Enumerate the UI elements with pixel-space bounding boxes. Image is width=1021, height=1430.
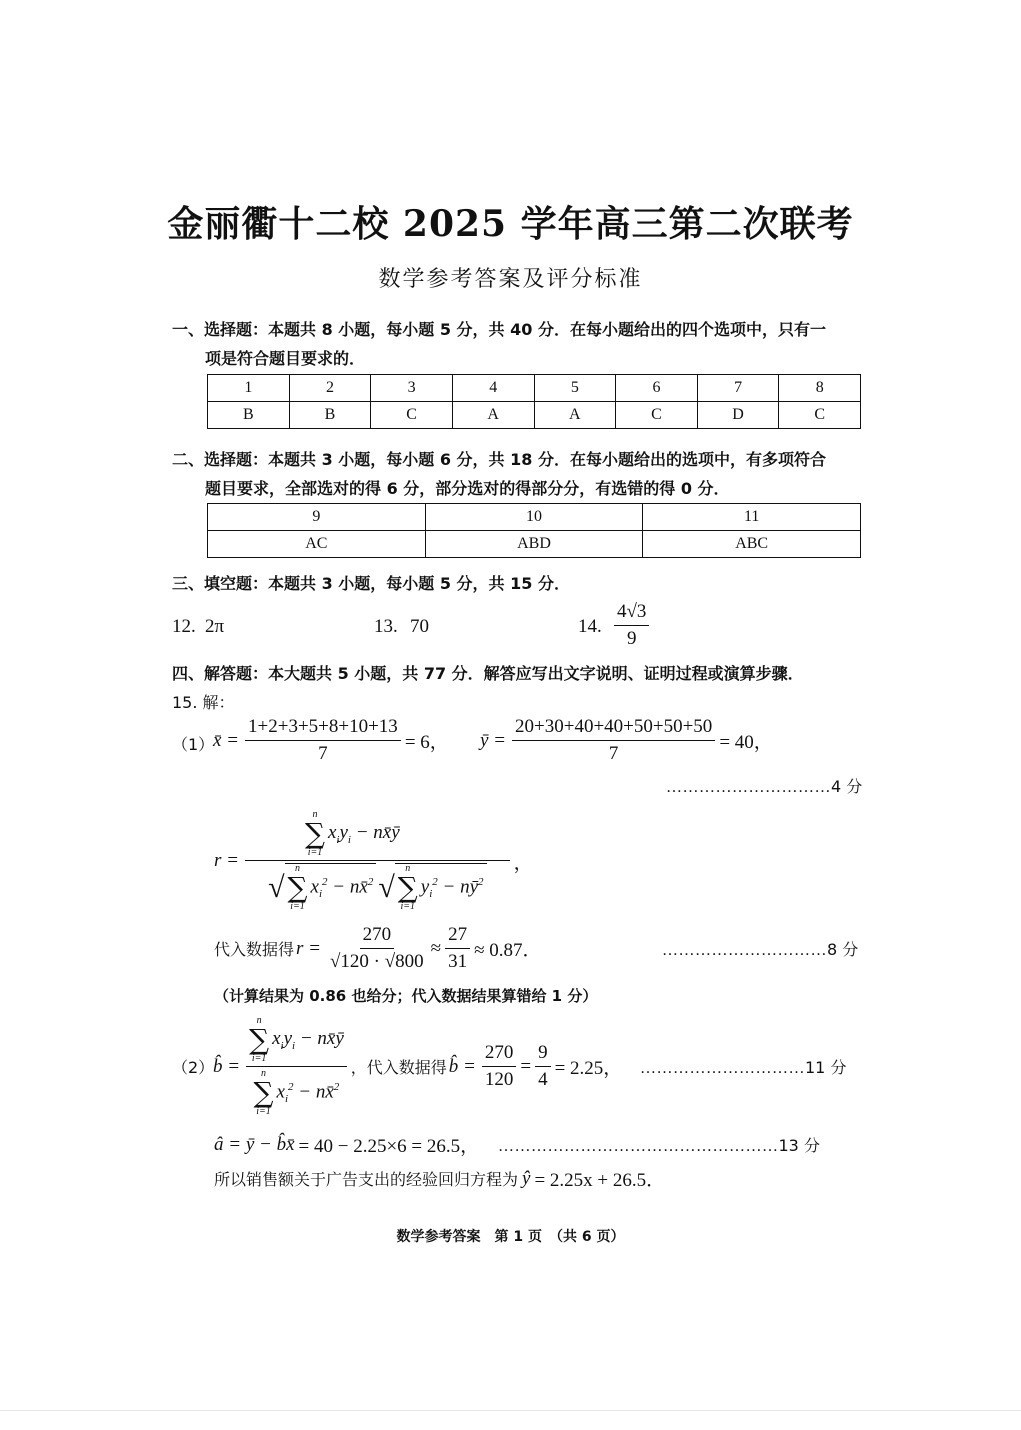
table-cell: C bbox=[616, 402, 698, 429]
table-row bbox=[208, 504, 861, 531]
a-line: = 40 − 2.25×6 = 26.5， bbox=[298, 1136, 480, 1157]
table-cell: 9 bbox=[208, 504, 426, 531]
table-cell: AC bbox=[208, 531, 426, 558]
table-cell: 7 bbox=[697, 375, 779, 402]
xbar-value: = 6， bbox=[404, 732, 449, 753]
q14-denominator: 9 bbox=[626, 628, 637, 649]
bottom-divider bbox=[0, 1410, 1021, 1411]
q14-label: 14. bbox=[578, 616, 602, 637]
table-cell: A bbox=[452, 402, 534, 429]
ahat-expression: â = ȳ − b̂x̄ bbox=[214, 1133, 295, 1155]
table-cell: B bbox=[208, 402, 290, 429]
xbar-formula bbox=[213, 716, 449, 765]
r-symbol-2: r = bbox=[296, 937, 321, 959]
xbar-denominator: 7 bbox=[318, 743, 328, 764]
table-cell: 6 bbox=[616, 375, 698, 402]
q14-numerator: 4√3 bbox=[614, 601, 649, 626]
table-cell: D bbox=[697, 402, 779, 429]
page-footer: 数学参考答案 第 1 页 （共 6 页） bbox=[396, 1229, 625, 1245]
page-title: 金丽衢十二校 2025 学年高三第二次联考 bbox=[167, 203, 854, 245]
r-approx-numerator: 27 bbox=[445, 924, 470, 949]
leader-dots: ………………………… bbox=[662, 942, 827, 959]
yhat-symbol: ŷ bbox=[522, 1167, 531, 1189]
r-numeric bbox=[214, 924, 542, 973]
xbar-symbol: x̄ = bbox=[213, 729, 240, 751]
score-value: 11 分 bbox=[805, 1058, 847, 1077]
b-numerator: 270 bbox=[482, 1042, 517, 1067]
r-approx-denominator: 31 bbox=[448, 951, 468, 972]
r-denominator: √120 · √800 bbox=[329, 951, 424, 972]
grading-note: （计算结果为 0.86 也给分；代入数据结果算错给 1 分） bbox=[214, 987, 598, 1005]
ybar-numerator: 20+30+40+40+50+50+50 bbox=[512, 716, 715, 741]
leader-dots: …………………………………………… bbox=[498, 1138, 779, 1155]
table-cell: 8 bbox=[779, 375, 861, 402]
b-denominator: 120 bbox=[484, 1069, 514, 1090]
score-line-4 bbox=[498, 1133, 820, 1156]
q14-answer bbox=[614, 601, 649, 650]
b-value: = 2.25， bbox=[554, 1058, 623, 1079]
table-cell: 1 bbox=[208, 375, 290, 402]
leader-dots: ………………………… bbox=[666, 779, 831, 796]
ybar-symbol: ȳ = bbox=[480, 729, 507, 751]
bhat-symbol: b̂ = bbox=[213, 1055, 241, 1077]
ybar-formula bbox=[480, 716, 773, 765]
r-numeric-text: 代入数据得 bbox=[214, 940, 295, 959]
table-cell: C bbox=[779, 402, 861, 429]
q12-answer: 2π bbox=[205, 616, 225, 637]
table-cell: 3 bbox=[371, 375, 453, 402]
table-row bbox=[208, 402, 861, 429]
score-value: 4 分 bbox=[831, 777, 863, 796]
r-numerator: 270 bbox=[360, 924, 395, 949]
table-cell: 5 bbox=[534, 375, 616, 402]
q13-answer: 70 bbox=[410, 616, 429, 637]
xbar-numerator: 1+2+3+5+8+10+13 bbox=[245, 716, 401, 741]
table-cell: 4 bbox=[452, 375, 534, 402]
r-symbol: r = bbox=[214, 850, 239, 871]
page-subtitle: 数学参考答案及评分标准 bbox=[378, 267, 643, 292]
r-fraction: n ∑ i=1 $x_iy_i$ − nx̄ȳ √ n ∑ i=1 $x_i^2$ − nx̄$^2$ √ n ∑ i=1 $y_i^2$ − $nȳ^2$ bbox=[245, 810, 510, 912]
q12-label: 12. bbox=[172, 616, 196, 637]
b-denominator-2: 4 bbox=[538, 1069, 548, 1090]
score-value: 8 分 bbox=[827, 940, 859, 959]
score-line-3 bbox=[640, 1055, 846, 1078]
table-row bbox=[208, 531, 861, 558]
section2-answer-table bbox=[207, 503, 861, 558]
part1-label: （1） bbox=[172, 735, 215, 754]
r-formula: r = n ∑ i=1 $x_iy_i$ − nx̄ȳ √ n ∑ i=1 $x_i^2$ − nx̄$^2$ √ n ∑ i=1 $y_i^2$ − $nȳ^2$ ， bbox=[214, 809, 533, 912]
section2-heading: 二、选择题：本题共 3 小题，每小题 6 分，共 18 分．在每小题给出的选项中，有多项符合 bbox=[172, 450, 826, 469]
table-cell: C bbox=[371, 402, 453, 429]
section1-heading: 一、选择题：本题共 8 小题，每小题 5 分，共 40 分．在每小题给出的四个选项中，只有一 bbox=[172, 320, 826, 339]
table-cell: 2 bbox=[289, 375, 371, 402]
ybar-denominator: 7 bbox=[608, 743, 619, 764]
table-cell: ABD bbox=[425, 531, 643, 558]
r-value: ≈ 0.87． bbox=[474, 940, 542, 961]
q13-label: 13. bbox=[374, 616, 398, 637]
table-cell: ABC bbox=[643, 531, 861, 558]
b-text: ，代入数据得 bbox=[350, 1058, 447, 1077]
section2-heading-cont: 题目要求，全部选对的得 6 分，部分选对的得部分分，有选错的得 0 分． bbox=[205, 479, 730, 498]
section1-answer-table bbox=[207, 374, 861, 429]
approx-symbol: ≈ bbox=[430, 937, 442, 959]
regression-equation: = 2.25x + 26.5． bbox=[534, 1170, 666, 1191]
table-cell: B bbox=[289, 402, 371, 429]
part2-label: （2） bbox=[172, 1058, 215, 1077]
conclusion-text: 所以销售额关于广告支出的经验回归方程为 bbox=[214, 1170, 519, 1189]
section4-heading: 四、解答题：本大题共 5 小题，共 77 分．解答应写出文字说明、证明过程或演算步骤． bbox=[172, 664, 804, 683]
b-formula: b̂ = n ∑ i=1 $x_iy_i$ − nx̄ȳ n ∑ i=1 $x_i^2$ − nx̄$^2$ ，代入数据得 b̂ = $\frac{270}{120}$ = $\frac{9}{4}$ = 2.25， bbox=[213, 1015, 623, 1117]
b-fraction: n ∑ i=1 $x_iy_i$ − nx̄ȳ n ∑ i=1 $x_i^2$ − nx̄$^2$ bbox=[246, 1016, 347, 1117]
table-cell: 10 bbox=[425, 504, 643, 531]
leader-dots: ………………………… bbox=[640, 1060, 805, 1077]
bhat-symbol-2: b̂ = bbox=[448, 1055, 476, 1077]
section1-heading-cont: 项是符合题目要求的． bbox=[205, 349, 366, 368]
a-formula bbox=[214, 1131, 479, 1158]
table-cell: 11 bbox=[643, 504, 861, 531]
conclusion-line bbox=[214, 1165, 665, 1192]
score-value: 13 分 bbox=[778, 1136, 820, 1155]
section3-heading: 三、填空题：本题共 3 小题，每小题 5 分，共 15 分． bbox=[172, 574, 570, 593]
table-row bbox=[208, 375, 861, 402]
q15-label: 15. 解： bbox=[172, 693, 235, 712]
score-line-2 bbox=[662, 937, 858, 960]
ybar-value: = 40， bbox=[719, 732, 773, 753]
b-numerator-2: 9 bbox=[535, 1042, 551, 1067]
score-line-1 bbox=[666, 774, 862, 797]
table-cell: A bbox=[534, 402, 616, 429]
